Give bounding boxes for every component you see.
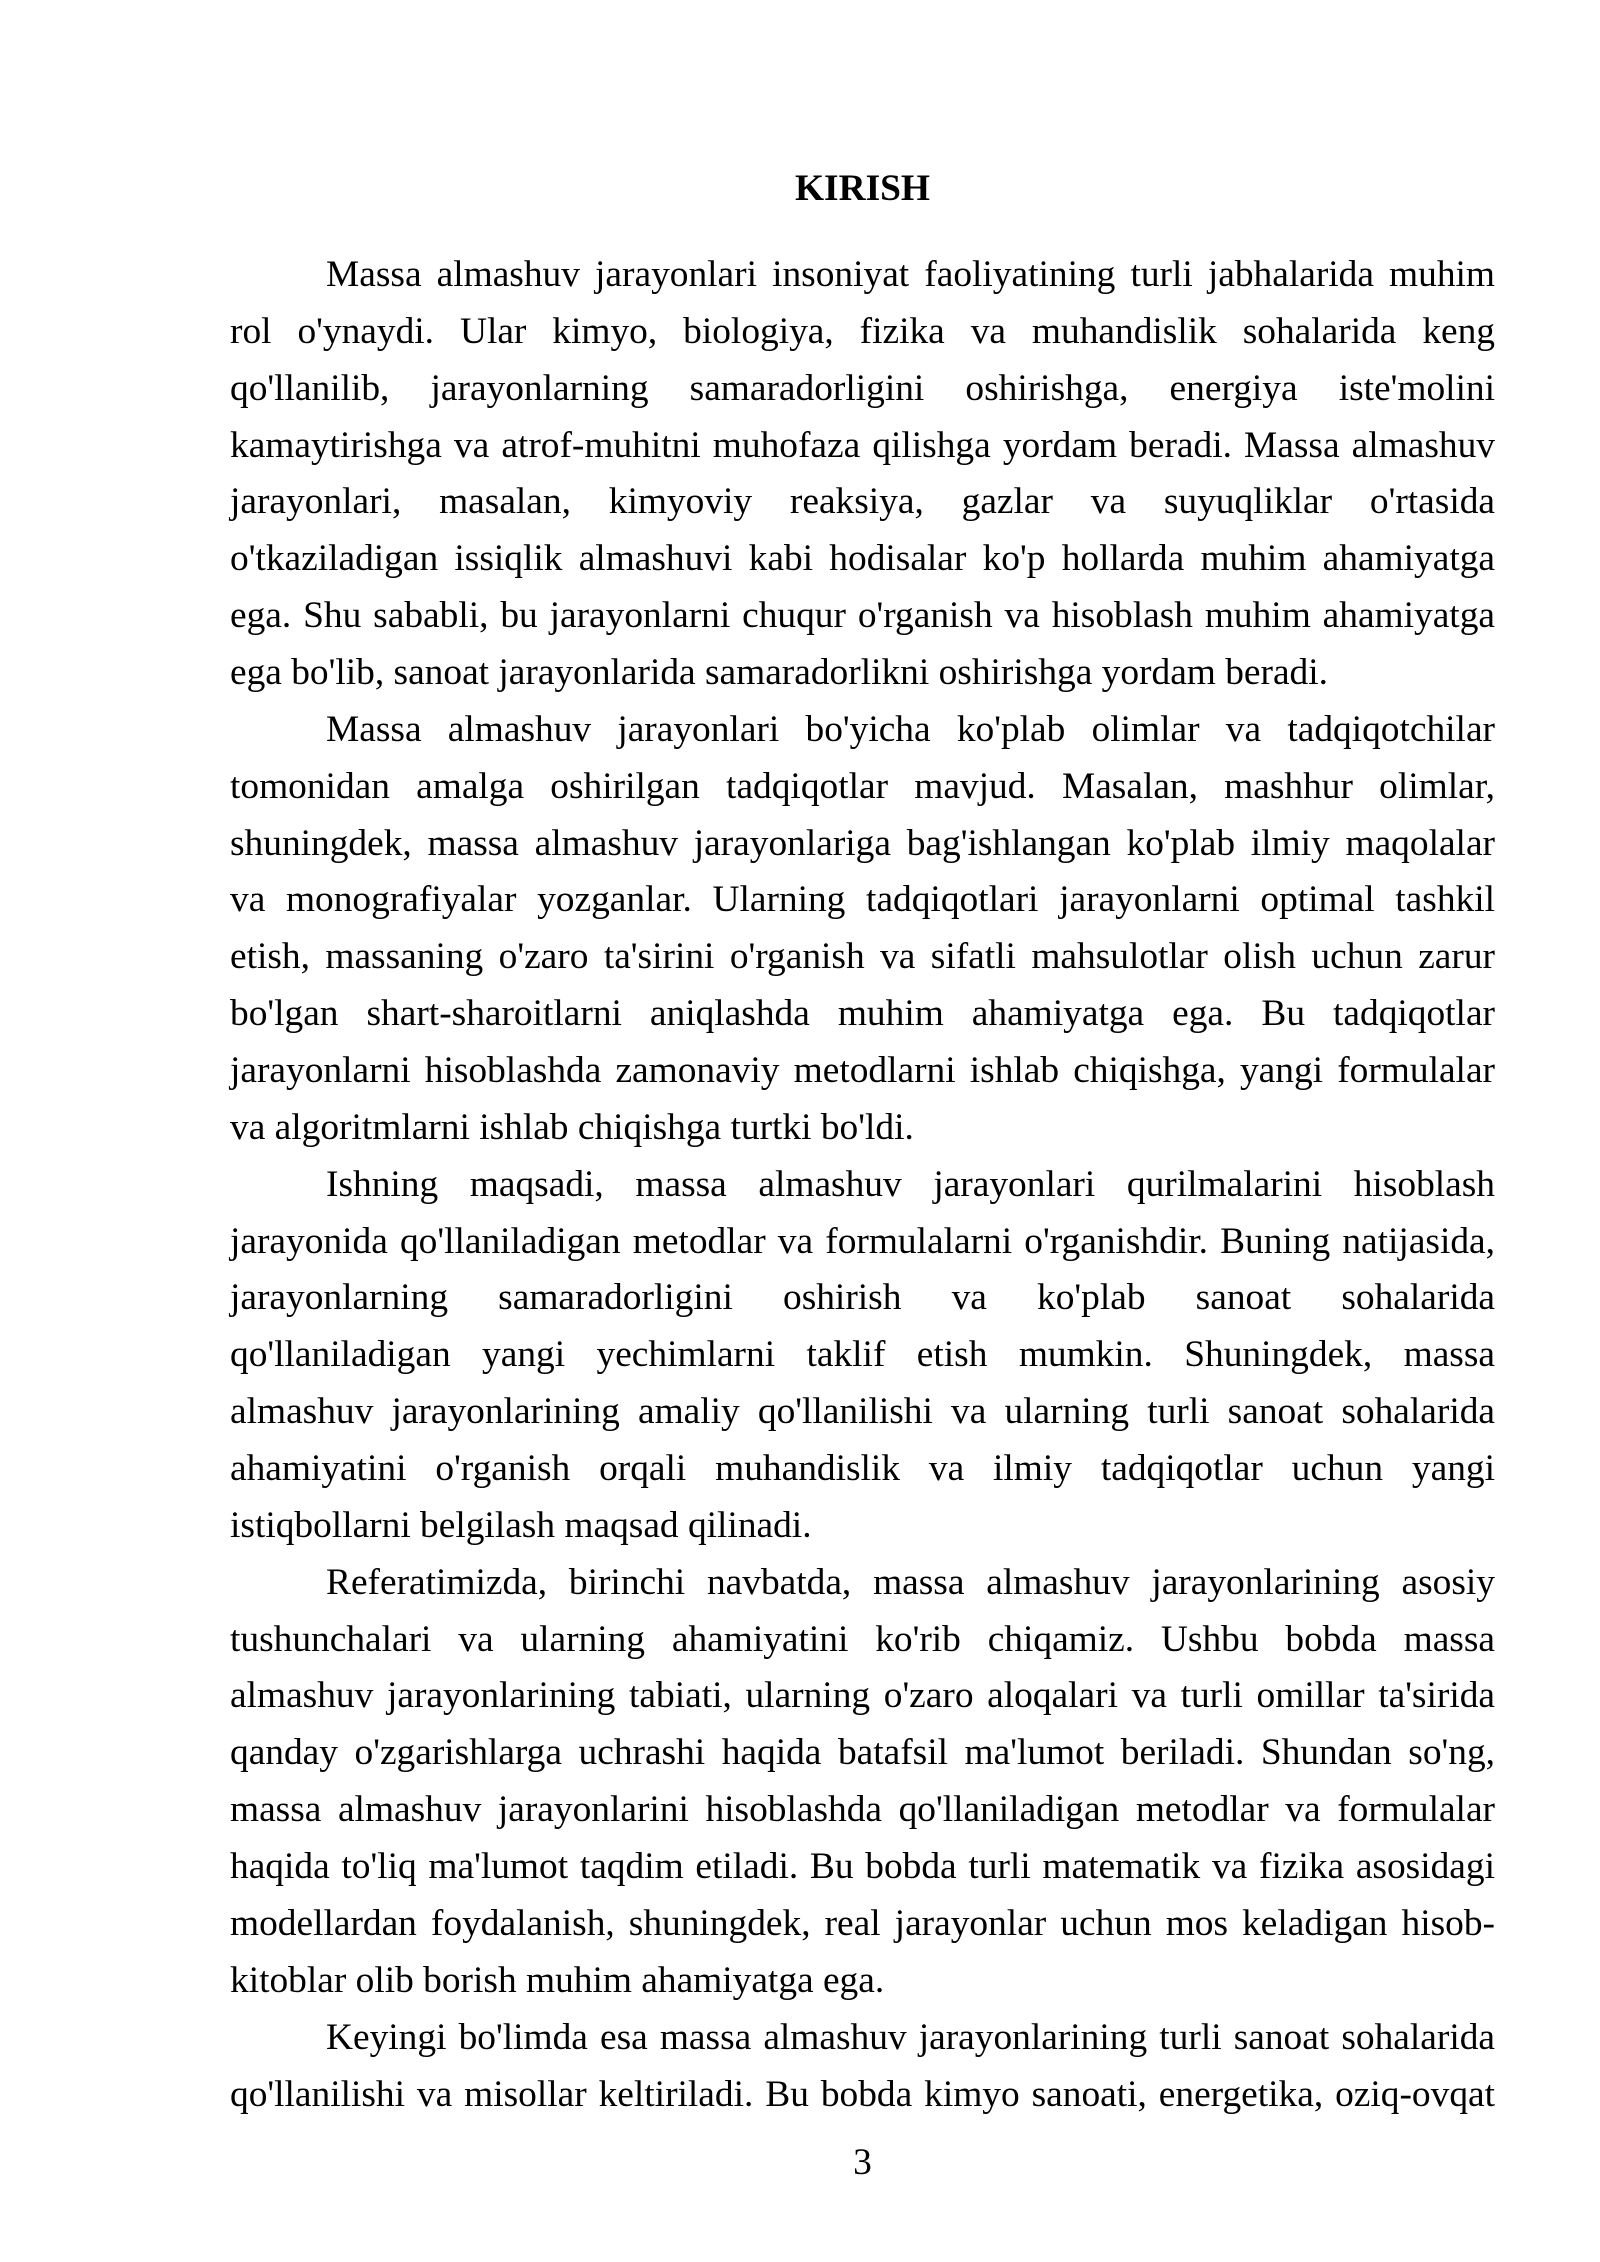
text-line: ega bo'lib, sanoat jarayonlarida samaradorlikni oshirishga yordam beradi. xyxy=(230,652,1328,694)
paragraph xyxy=(230,1157,1495,1555)
text-line: jarayonida qo'llaniladigan metodlar va formulalarni o'rganishdir. Buning natijasida, xyxy=(230,1220,1495,1262)
page-title: KIRISH xyxy=(794,168,931,209)
body-text xyxy=(230,247,1495,2123)
text-line: almashuv jarayonlarining tabiati, ularning o'zaro aloqalari va turli omillar ta'sirida xyxy=(230,1675,1495,1717)
paragraph xyxy=(230,247,1495,702)
text-line: bo'lgan shart-sharoitlarni aniqlashda muhim ahamiyatga ega. Bu tadqiqotlar xyxy=(230,993,1495,1035)
text-line: massa almashuv jarayonlarini hisoblashda qo'llaniladigan metodlar va formulalar xyxy=(230,1789,1495,1831)
text-line: tushunchalari va ularning ahamiyatini ko'rib chiqamiz. Ushbu bobda massa xyxy=(230,1618,1495,1660)
text-line: Keyingi bo'limda esa massa almashuv jarayonlarining turli sanoat sohalarida xyxy=(326,2016,1495,2058)
text-line: tomonidan amalga oshirilgan tadqiqotlar mavjud. Masalan, mashhur olimlar, xyxy=(230,765,1495,807)
text-line: jarayonlari, masalan, kimyoviy reaksiya, gazlar va suyuqliklar o'rtasida xyxy=(230,481,1495,523)
text-line: ahamiyatini o'rganish orqali muhandislik va ilmiy tadqiqotlar uchun yangi xyxy=(230,1448,1495,1490)
text-line: qo'llanilib, jarayonlarning samaradorligini oshirishga, energiya iste'molini xyxy=(230,367,1495,409)
text-line: kamaytirishga va atrof-muhitni muhofaza qilishga yordam beradi. Massa almashuv xyxy=(230,424,1495,466)
text-line: Massa almashuv jarayonlari insoniyat faoliyatining turli jabhalarida muhim xyxy=(326,254,1495,295)
text-line: va monografiyalar yozganlar. Ularning tadqiqotlari jarayonlarni optimal tashkil xyxy=(230,879,1495,921)
text-line: qanday o'zgarishlarga uchrashi haqida batafsil ma'lumot beriladi. Shundan so'ng, xyxy=(230,1732,1495,1774)
text-line: haqida to'liq ma'lumot taqdim etiladi. Bu bobda turli matematik va fizika asosidagi xyxy=(230,1846,1495,1888)
text-line: almashuv jarayonlarining amaliy qo'llanilishi va ularning turli sanoat sohalarida xyxy=(230,1391,1495,1433)
text-line: o'tkaziladigan issiqlik almashuvi kabi hodisalar ko'p hollarda muhim ahamiyatga xyxy=(230,538,1495,580)
text-line: Referatimizda, birinchi navbatda, massa almashuv jarayonlarining asosiy xyxy=(326,1561,1495,1603)
text-line: va algoritmlarni ishlab chiqishga turtki bo'ldi. xyxy=(230,1106,914,1148)
paragraph xyxy=(230,1555,1495,2010)
text-line: rol o'ynaydi. Ular kimyo, biologiya, fizika va muhandislik sohalarida keng xyxy=(230,310,1495,352)
text-line: qo'llanilishi va misollar keltiriladi. Bu bobda kimyo sanoati, energetika, oziq-ovqat xyxy=(230,2073,1495,2115)
text-line: etish, massaning o'zaro ta'sirini o'rganish va sifatli mahsulotlar olish uchun zarur xyxy=(230,936,1495,978)
text-line: jarayonlarni hisoblashda zamonaviy metodlarni ishlab chiqishga, yangi formulalar xyxy=(230,1050,1495,1092)
text-line: shuningdek, massa almashuv jarayonlariga bag'ishlangan ko'plab ilmiy maqolalar xyxy=(230,822,1495,864)
text-line: Ishning maqsadi, massa almashuv jarayonlari qurilmalarini hisoblash xyxy=(326,1163,1495,1205)
text-line: Massa almashuv jarayonlari bo'yicha ko'plab olimlar va tadqiqotchilar xyxy=(326,708,1495,750)
paragraph xyxy=(230,2010,1495,2124)
page-number: 3 xyxy=(853,2142,872,2183)
text-line: modellardan foydalanish, shuningdek, real jarayonlar uchun mos keladigan hisob- xyxy=(230,1902,1495,1944)
text-line: qo'llaniladigan yangi yechimlarni taklif etish mumkin. Shuningdek, massa xyxy=(230,1334,1495,1376)
text-line: kitoblar olib borish muhim ahamiyatga ega. xyxy=(230,1959,885,2001)
text-line: jarayonlarning samaradorligini oshirish va ko'plab sanoat sohalarida xyxy=(230,1277,1495,1319)
text-line: ega. Shu sababli, bu jarayonlarni chuqur o'rganish va hisoblash muhim ahamiyatga xyxy=(230,595,1495,637)
text-line: istiqbollarni belgilash maqsad qilinadi. xyxy=(230,1504,812,1546)
paragraph xyxy=(230,702,1495,1157)
